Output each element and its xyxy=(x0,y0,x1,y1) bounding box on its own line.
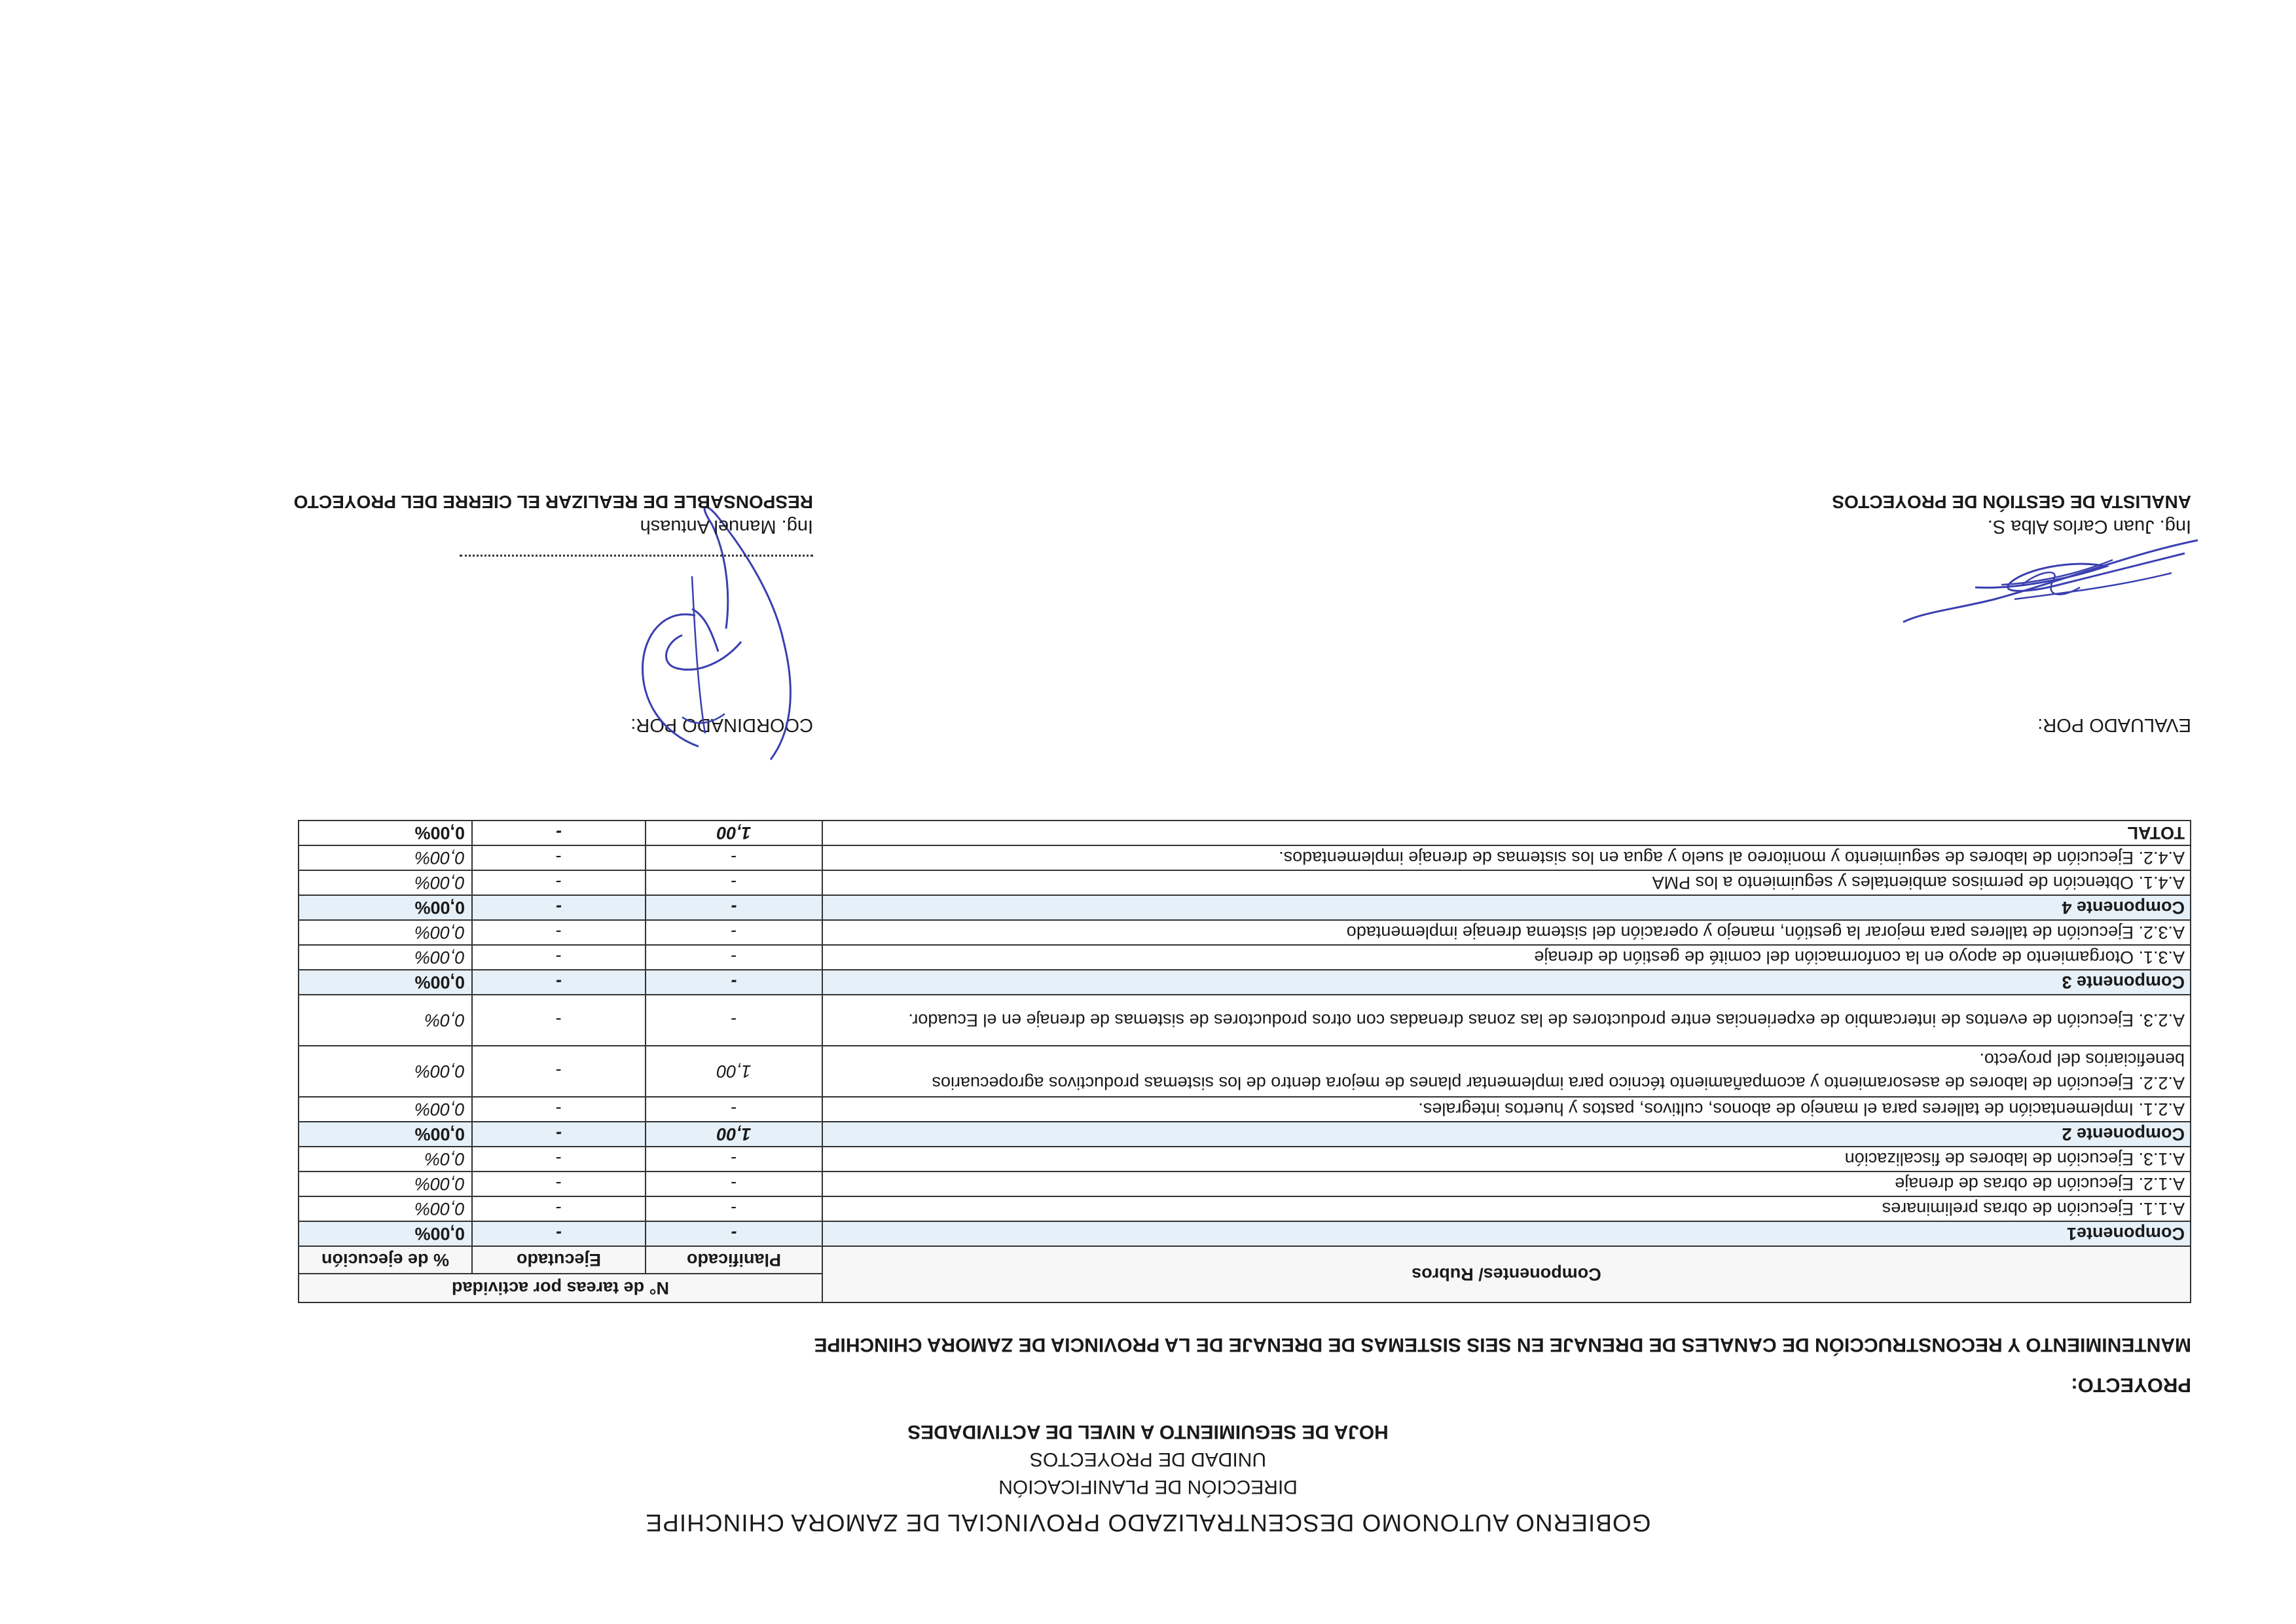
coordinator-role: RESPONSABLE DE REALIZAR EL CIERRE DEL PROYECTO xyxy=(293,492,813,512)
table-body xyxy=(299,821,2191,1246)
activity-tracking-table xyxy=(298,820,2191,1303)
row-executed-cell: - xyxy=(472,870,646,895)
total-row xyxy=(299,821,2191,845)
row-percent-cell: 0,00% xyxy=(299,845,472,870)
evaluated-by-label: EVALUADO POR: xyxy=(2037,714,2191,735)
row-label-cell: A.3.1. Otorgamiento de apoyo en la conformación del comité de gestión de drenaje xyxy=(822,945,2191,970)
coordinator-handwritten-signature xyxy=(620,498,803,773)
row-percent-cell: 0,00% xyxy=(299,945,472,970)
activity-row xyxy=(299,845,2191,870)
row-percent-cell: 0,00% xyxy=(299,1172,472,1196)
unit-name: UNIDAD DE PROYECTOS xyxy=(1029,1449,1267,1470)
row-percent-cell: 0,00% xyxy=(299,1122,472,1147)
row-percent-cell: 0,00% xyxy=(299,1221,472,1246)
activity-row xyxy=(299,1147,2191,1172)
evaluator-role: ANALISTA DE GESTIÓN DE PROYECTOS xyxy=(1832,492,2191,512)
row-planned-cell: - xyxy=(646,1196,822,1221)
row-planned-cell: - xyxy=(646,1172,822,1196)
row-percent-cell: 0,00% xyxy=(299,1046,472,1097)
row-label-cell: A.3.2. Ejecución de talleres para mejorar la gestión, manejo y operación del sistema drenaje implementado xyxy=(822,920,2191,945)
activity-row xyxy=(299,1097,2191,1122)
component-row xyxy=(299,1122,2191,1147)
row-label-cell: A.2.3. Ejecución de eventos de intercambio de experiencias entre productores de las zonas drenadas con otros productores de sistemas de drenaje en el Ecuador. xyxy=(822,995,2191,1046)
row-percent-cell: 0,00% xyxy=(299,1196,472,1221)
row-label-cell: A.4.1. Obtención de permisos ambientales y seguimiento a los PMA xyxy=(822,870,2191,895)
row-planned-cell: - xyxy=(646,1097,822,1122)
row-planned-cell: - xyxy=(646,995,822,1046)
row-planned-cell: - xyxy=(646,945,822,970)
row-percent-cell: 0,00% xyxy=(299,1097,472,1122)
row-planned-cell: - xyxy=(646,895,822,920)
row-planned-cell: 1,00 xyxy=(646,1046,822,1097)
row-planned-cell: - xyxy=(646,1147,822,1172)
row-executed-cell: - xyxy=(472,1147,646,1172)
row-label-cell: Componente1 xyxy=(822,1221,2191,1246)
row-planned-cell: - xyxy=(646,1221,822,1246)
row-executed-cell: - xyxy=(472,945,646,970)
direction-name: DIRECCIÓN DE PLANIFICACIÓN xyxy=(998,1476,1298,1498)
project-label: PROYECTO: xyxy=(2071,1374,2191,1397)
evaluator-name: Ing. Juan Carlos Alba S. xyxy=(1987,516,2191,537)
activity-row xyxy=(299,1196,2191,1221)
component-row xyxy=(299,970,2191,995)
activity-row xyxy=(299,920,2191,945)
header-executed: Ejecutado xyxy=(472,1246,646,1274)
row-executed-cell: - xyxy=(472,1097,646,1122)
row-percent-cell: 0,0% xyxy=(299,995,472,1046)
row-executed-cell: - xyxy=(472,1122,646,1147)
sheet-title: HOJA DE SEGUIMIENTO A NIVEL DE ACTIVIDADES xyxy=(907,1421,1389,1443)
row-executed-cell: - xyxy=(472,845,646,870)
header-percent: % de ejecución xyxy=(299,1246,472,1274)
row-percent-cell: 0,00% xyxy=(299,821,472,845)
row-executed-cell: - xyxy=(472,1172,646,1196)
row-label-cell: A.2.2. Ejecución de labores de asesoramiento y acompañamiento técnico para implementar planes de mejora dentro de los sistemas productivos agropecuarios beneficiarios del proyecto. xyxy=(822,1046,2191,1097)
row-label-cell: A.2.1. Implementación de talleres para el manejo de abonos, cultivos, pastos y huertos integrales. xyxy=(822,1097,2191,1122)
component-row xyxy=(299,1221,2191,1246)
activity-row xyxy=(299,995,2191,1046)
row-percent-cell: 0,00% xyxy=(299,970,472,995)
project-title: MANTENIMIENTO Y RECONSTRUCCIÓN DE CANALES DE DRENAJE EN SEIS SISTEMAS DE DRENAJE DE LA PROVINCIA DE ZAMORA CHINCHIPE xyxy=(814,1334,2191,1356)
row-label-cell: TOTAL xyxy=(822,821,2191,845)
row-label-cell: Componente 2 xyxy=(822,1122,2191,1147)
row-executed-cell: - xyxy=(472,1221,646,1246)
row-label-cell: Componente 4 xyxy=(822,895,2191,920)
row-label-cell: Componente 3 xyxy=(822,970,2191,995)
component-row xyxy=(299,895,2191,920)
row-executed-cell: - xyxy=(472,1196,646,1221)
row-percent-cell: 0,00% xyxy=(299,920,472,945)
row-label-cell: A.4.2. Ejecución de labores de seguimiento y monitoreo al suelo y agua en los sistemas de drenaje implementados. xyxy=(822,845,2191,870)
row-label-cell: A.1.3. Ejecución de labores de fiscalización xyxy=(822,1147,2191,1172)
signature-dotted-line xyxy=(460,555,813,557)
row-percent-cell: 0,00% xyxy=(299,895,472,920)
row-executed-cell: - xyxy=(472,1046,646,1097)
row-planned-cell: - xyxy=(646,920,822,945)
activity-row xyxy=(299,1172,2191,1196)
row-percent-cell: 0,00% xyxy=(299,870,472,895)
row-label-cell: A.1.2. Ejecución de obras de drenaje xyxy=(822,1172,2191,1196)
row-label-cell: A.1.1. Ejecución de obras preliminares xyxy=(822,1196,2191,1221)
row-executed-cell: - xyxy=(472,821,646,845)
activity-row xyxy=(299,945,2191,970)
header-tasks-group: N° de tareas por actividad xyxy=(299,1274,822,1302)
organization-name: GOBIERNO AUTONOMO DESCENTRALIZADO PROVINCIAL DE ZAMORA CHINCHIPE xyxy=(645,1509,1651,1536)
activity-row xyxy=(299,870,2191,895)
row-executed-cell: - xyxy=(472,895,646,920)
header-components: Componentes/ Rubros xyxy=(822,1246,2191,1302)
row-executed-cell: - xyxy=(472,970,646,995)
row-percent-cell: 0,0% xyxy=(299,1147,472,1172)
row-executed-cell: - xyxy=(472,995,646,1046)
coordinated-by-label: COORDINADO POR: xyxy=(630,714,813,735)
row-executed-cell: - xyxy=(472,920,646,945)
row-planned-cell: - xyxy=(646,845,822,870)
row-planned-cell: 1,00 xyxy=(646,821,822,845)
row-planned-cell: 1,00 xyxy=(646,1122,822,1147)
row-planned-cell: - xyxy=(646,870,822,895)
coordinator-name: Ing. Manuel Antuash xyxy=(640,516,813,537)
activity-row xyxy=(299,1046,2191,1097)
row-planned-cell: - xyxy=(646,970,822,995)
header-planned: Planificado xyxy=(646,1246,822,1274)
